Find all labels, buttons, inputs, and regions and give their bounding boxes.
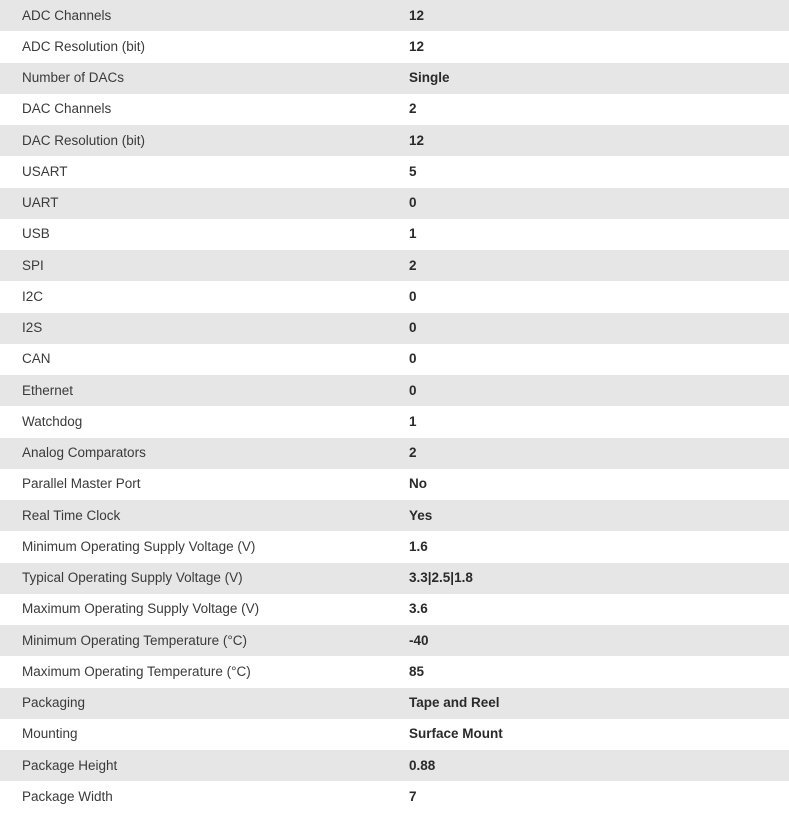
spec-label: Parallel Master Port [22,476,141,492]
spec-label: UART [22,195,59,211]
spec-label: Ethernet [22,382,74,398]
spec-row [0,375,789,406]
spec-row [0,156,789,187]
spec-label: Minimum Operating Temperature (°C) [22,632,247,648]
spec-row [0,63,789,94]
spec-label: Mounting [22,726,78,742]
spec-label: Real Time Clock [22,507,121,523]
spec-value: 2 [409,101,417,117]
spec-value: Surface Mount [409,726,503,742]
spec-value: 12 [409,7,425,23]
spec-value: -40 [409,632,429,648]
spec-value: 0 [409,288,417,304]
spec-row [0,188,789,219]
spec-label: Package Width [22,788,113,804]
spec-label: Package Height [22,757,118,773]
spec-value: 2 [409,257,417,273]
spec-label: USB [22,226,50,242]
spec-label: SPI [22,257,44,273]
spec-label: Maximum Operating Temperature (°C) [22,663,251,679]
spec-value: 0 [409,195,417,211]
spec-value: Yes [409,507,433,523]
spec-value: 7 [409,788,417,804]
spec-label: DAC Channels [22,101,112,117]
spec-value: 2 [409,445,417,461]
spec-label: CAN [22,351,51,367]
spec-value: 0 [409,320,417,336]
spec-value: 3.6 [409,601,428,617]
spec-row [0,406,789,437]
spec-row [0,750,789,781]
spec-row [0,688,789,719]
spec-row [0,31,789,62]
spec-row [0,500,789,531]
spec-label: Maximum Operating Supply Voltage (V) [22,601,260,617]
spec-value: 0 [409,382,417,398]
spec-row [0,219,789,250]
spec-label: Typical Operating Supply Voltage (V) [22,570,243,586]
spec-value: 12 [409,38,425,54]
spec-row [0,344,789,375]
spec-row [0,469,789,500]
spec-label: ADC Channels [22,7,112,23]
spec-row [0,563,789,594]
spec-label: I2S [22,320,43,336]
spec-value: Tape and Reel [409,695,500,711]
spec-value: 3.3|2.5|1.8 [409,570,473,586]
spec-row [0,594,789,625]
spec-value: 0.88 [409,757,436,773]
spec-value: 0 [409,351,417,367]
spec-label: Analog Comparators [22,445,146,461]
spec-value: Single [409,70,450,86]
spec-row [0,0,789,31]
spec-row [0,250,789,281]
spec-row [0,781,789,812]
spec-row [0,531,789,562]
spec-value: 12 [409,132,425,148]
spec-value: 1.6 [409,538,428,554]
spec-row [0,719,789,750]
spec-row [0,438,789,469]
spec-label: Watchdog [22,413,83,429]
spec-label: Number of DACs [22,70,125,86]
spec-label: I2C [22,288,44,304]
spec-row [0,94,789,125]
spec-value: 85 [409,663,425,679]
spec-value: 5 [409,163,417,179]
spec-label: Packaging [22,695,86,711]
spec-value: 1 [409,413,417,429]
spec-row [0,625,789,656]
spec-label: Minimum Operating Supply Voltage (V) [22,538,256,554]
spec-value: 1 [409,226,417,242]
spec-label: DAC Resolution (bit) [22,132,146,148]
spec-row [0,656,789,687]
spec-label: ADC Resolution (bit) [22,38,146,54]
spec-label: USART [22,163,68,179]
spec-row [0,281,789,312]
spec-row [0,313,789,344]
spec-row [0,125,789,156]
spec-value: No [409,476,427,492]
